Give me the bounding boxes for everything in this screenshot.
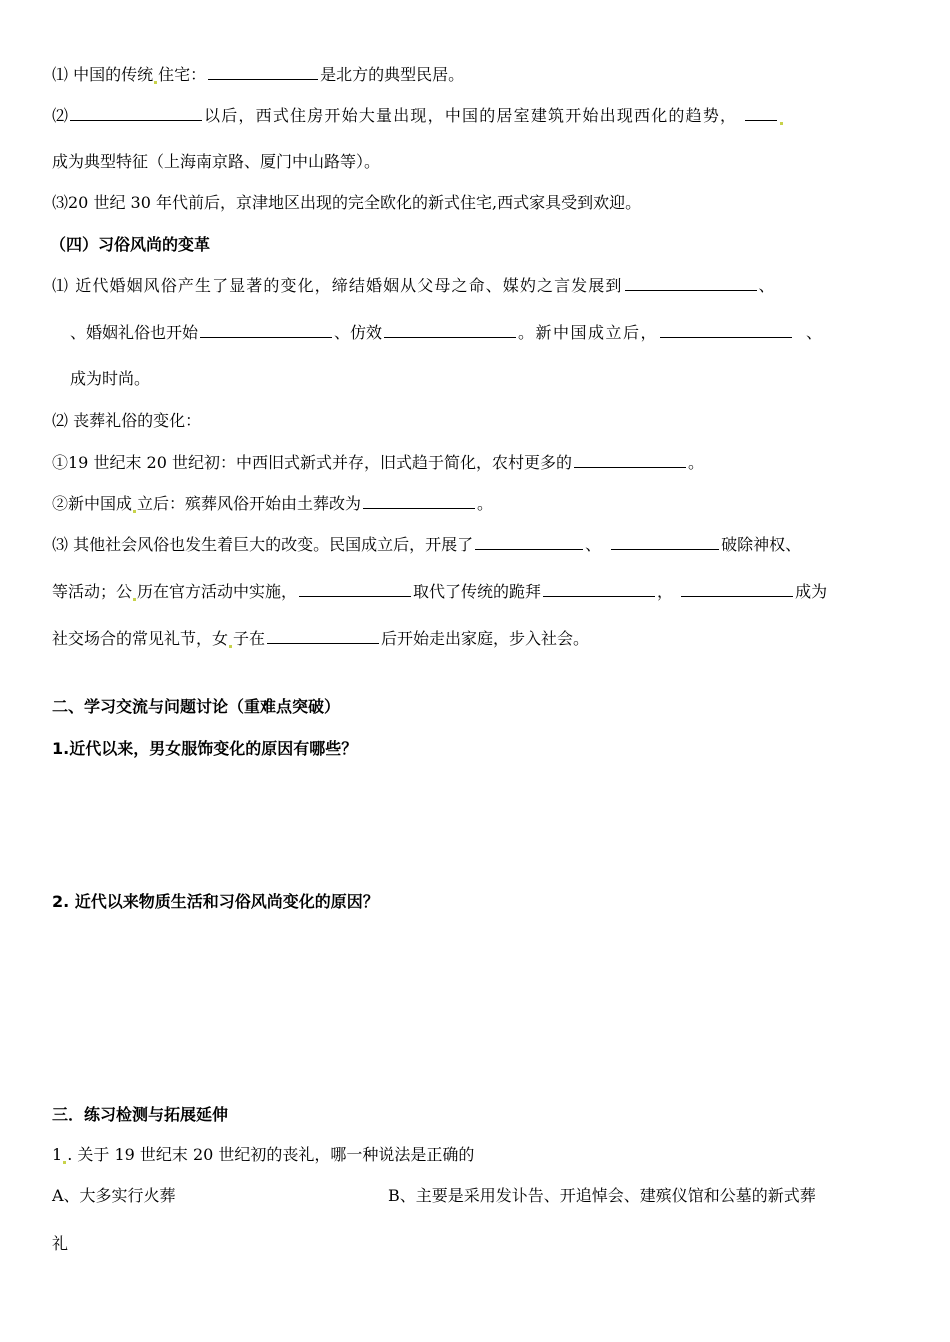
line-typical-feature: 成为典型特征（上海南京路、厦门中山路等）。 [52,152,381,171]
ink-mark [63,1161,66,1164]
ink-mark [133,598,136,601]
fill-blank[interactable] [200,321,332,338]
line-1930s-housing: ⑶20 世纪 30 年代前后，京津地区出现的完全欧化的新式住宅,西式家具受到欢迎。 [52,193,642,212]
fill-blank[interactable] [574,451,686,468]
fill-blank[interactable] [267,627,379,644]
ink-mark [133,510,136,513]
line-marriage-1: ⑴ 近代婚姻风俗产生了显著的变化，缔结婚姻从父母之命、媒妁之言发展到 、 [52,276,775,295]
line-other-customs-2: 等活动；公 历在官方活动中实施， 取代了传统的跪拜 ， 成为 [52,582,828,601]
fill-blank[interactable] [208,63,318,80]
fill-blank[interactable] [681,580,793,597]
practice-options-row [52,1185,910,1207]
section-title-discussion: 二、学习交流与问题讨论（重难点突破） [52,697,341,716]
line-funeral-1: ①19 世纪末 20 世纪初：中西旧式新式并存，旧式趋于简化，农村更多的 。 [52,453,704,472]
fill-blank[interactable] [299,580,411,597]
line-traditional-housing: ⑴ 中国的传统 住宅： 是北方的典型民居。 [52,65,465,84]
option-b-continuation: 礼 [52,1234,69,1253]
line-funeral-2: ②新中国成 立后：殡葬风俗开始由土葬改为 。 [52,494,494,513]
fill-blank[interactable] [745,104,777,121]
section-heading-customs: （四）习俗风尚的变革 [50,235,211,254]
fill-blank[interactable] [70,104,202,121]
line-other-customs-3: 社交场合的常见礼节，女 子在 后开始走出家庭，步入社会。 [52,629,590,648]
fill-blank[interactable] [543,580,655,597]
section-title-practice: 三．练习检测与拓展延伸 [52,1105,229,1124]
fill-blank[interactable] [384,321,516,338]
line-marriage-3: 成为时尚。 [70,369,151,388]
fill-blank[interactable] [611,533,719,550]
ink-mark [780,122,783,125]
line-marriage-2: 、婚姻礼俗也开始 、仿效 。新中国成立后， 、 [70,323,823,342]
fill-blank[interactable] [625,274,757,291]
line-western-housing: ⑵ 以后，西式住房开始大量出现，中国的居室建筑开始出现西化的趋势， [52,104,910,127]
option-b[interactable]: B、主要是采用发讣告、开追悼会、建殡仪馆和公墓的新式葬 [388,1186,816,1205]
option-a[interactable]: A、大多实行火葬 [52,1186,176,1205]
fill-blank[interactable] [475,533,583,550]
ink-mark [229,645,232,648]
practice-question-1: 1 . 关于 19 世纪末 20 世纪初的丧礼，哪一种说法是正确的 [52,1145,475,1164]
ink-mark [154,81,157,84]
fill-blank[interactable] [363,492,475,509]
line-funeral-heading: ⑵ 丧葬礼俗的变化： [52,411,202,430]
fill-blank[interactable] [660,321,792,338]
discussion-question-2: 2. 近代以来物质生活和习俗风尚变化的原因？ [52,892,379,911]
line-other-customs-1: ⑶ 其他社会风俗也发生着巨大的改变。民国成立后，开展了 、 破除神权、 [52,535,802,554]
discussion-question-1: 1.近代以来，男女服饰变化的原因有哪些？ [52,739,358,758]
